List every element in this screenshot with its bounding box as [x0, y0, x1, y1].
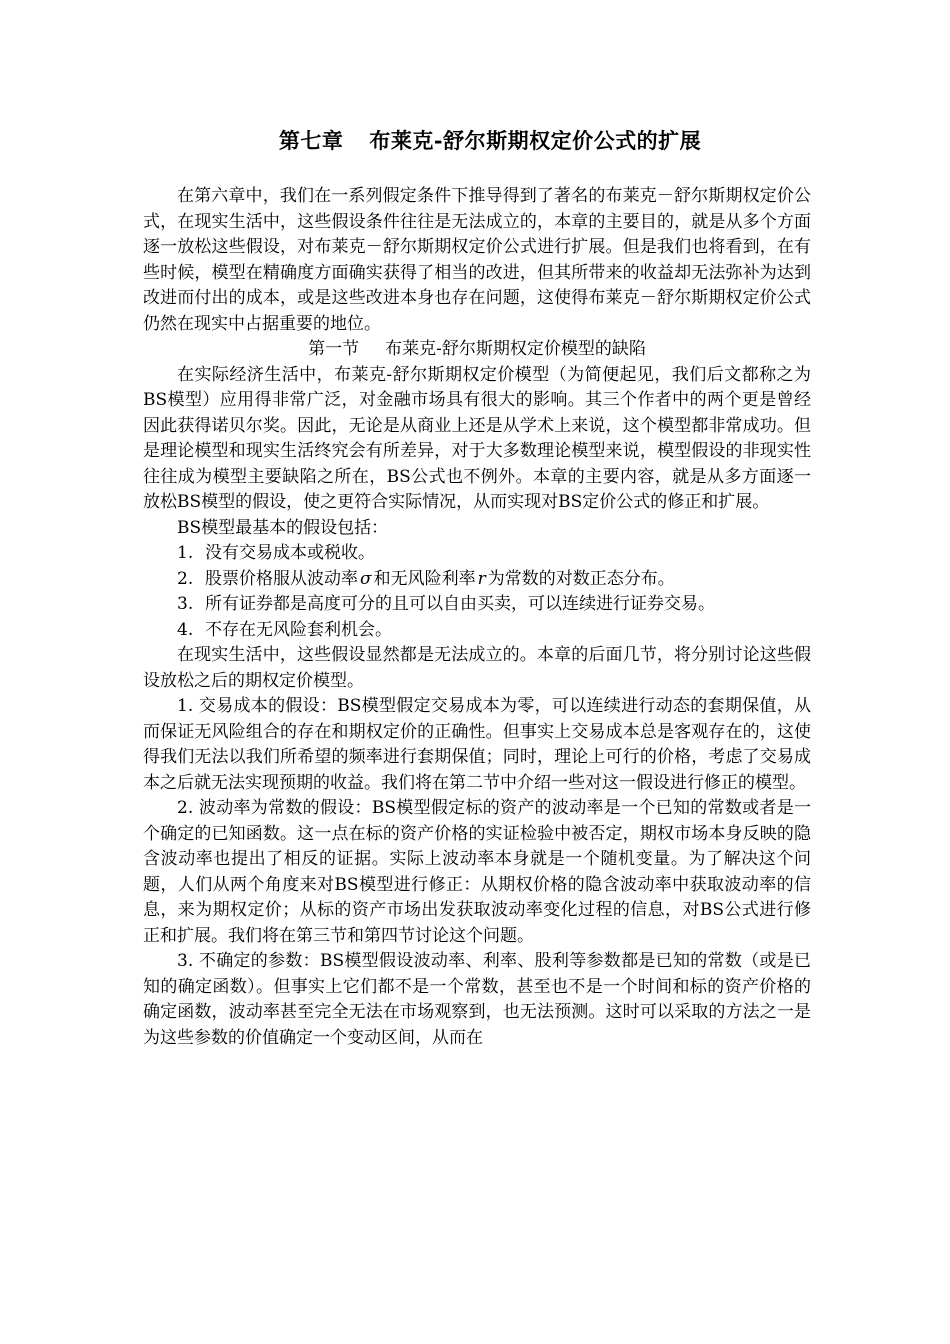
list-text: 所有证券都是高度可分的且可以自由买卖，可以连续进行证券交易。: [205, 594, 715, 614]
r-symbol: r: [477, 568, 486, 589]
list-text: [177, 567, 811, 593]
body-paragraph: 在现实生活中，这些假设显然都是无法成立的。本章的后面几节，将分别讨论这些假设放松之后的期权定价模型。: [143, 645, 811, 691]
chapter-title: [143, 126, 837, 156]
assumption-item-4: [143, 618, 811, 644]
assumptions-intro: BS模型最基本的假设包括：: [177, 517, 389, 538]
sigma-symbol: σ: [360, 568, 372, 589]
list-text: 不存在无风险套利机会。: [205, 619, 392, 640]
section-title: [143, 337, 811, 363]
body-paragraph: 1. 交易成本的假设：BS模型假定交易成本为零，可以连续进行动态的套期保值，从而保证无风险组合的存在和期权定价的正确性。但事实上交易成本总是客观存在的，这使得我们无法以我们所希望的频率进行套期保值；同时，理论上可行的价格，考虑了交易成本之后就无法实现预期的收益。我们将在第二节中介绍一些对这一假设进行修正的模型。: [143, 696, 811, 793]
list-number: 1.: [177, 543, 194, 563]
list-number: 4.: [177, 619, 194, 640]
list-text-part: 和无风险利率: [373, 568, 476, 589]
assumption-item-2: [143, 567, 811, 593]
assumption-item-3: [143, 592, 811, 618]
list-text-part: 股票价格服从波动率: [205, 568, 358, 589]
assumption-item-1: [143, 541, 811, 567]
chapter-heading: 布莱克-舒尔斯期权定价公式的扩展: [369, 128, 702, 153]
chapter-number: 第七章: [278, 128, 344, 153]
list-text: 没有交易成本或税收。: [205, 543, 375, 563]
intro-paragraph: 在第六章中，我们在一系列假定条件下推导得到了著名的布莱克－舒尔斯期权定价公式，在现实生活中，这些假设条件往往是无法成立的，本章的主要目的，就是从多个方面逐一放松这些假设，对布莱克－舒尔斯期权定价公式进行扩展。但是我们也将看到，在有些时候，模型在精确度方面确实获得了相当的改进，但其所带来的收益却无法弥补为达到改进而付出的成本，或是这些改进本身也存在问题，这使得布莱克－舒尔斯期权定价公式仍然在现实中占据重要的地位。: [143, 186, 811, 334]
list-number: 2.: [177, 568, 194, 589]
list-number: 3.: [177, 594, 194, 614]
section-number: 第一节: [308, 339, 360, 359]
list-text-part: 为常数的对数正态分布。: [487, 568, 675, 589]
section-heading: 布莱克-舒尔斯期权定价模型的缺陷: [385, 339, 646, 359]
body-paragraph: 3. 不确定的参数：BS模型假设波动率、利率、股利等参数都是已知的常数（或是已知的确定函数）。但事实上它们都不是一个常数，甚至也不是一个时间和标的资产价格的确定函数，波动率甚至完全无法在市场观察到，也无法预测。这时可以采取的方法之一是为这些参数的价值确定一个变动区间，从而在: [143, 951, 811, 1048]
document-body: [143, 184, 811, 1051]
body-paragraph: 2. 波动率为常数的假设：BS模型假定标的资产的波动率是一个已知的常数或者是一个确定的已知函数。这一点在标的资产价格的实证检验中被否定，期权市场本身反映的隐含波动率也提出了相反的证据。实际上波动率本身就是一个随机变量。为了解决这个问题，人们从两个角度来对BS模型进行修正：从期权价格的隐含波动率中获取波动率的信息，来为期权定价；从标的资产市场出发获取波动率变化过程的信息，对BS公式进行修正和扩展。我们将在第三节和第四节讨论这个问题。: [143, 798, 811, 946]
body-paragraph: 在实际经济生活中，布莱克-舒尔斯期权定价模型（为简便起见，我们后文都称之为BS模型）应用得非常广泛，对金融市场具有很大的影响。其三个作者中的两个更是曾经因此获得诺贝尔奖。因此，无论是从商业上还是从学术上来说，这个模型都非常成功。但是理论模型和现实生活终究会有所差异，对于大多数理论模型来说，模型假设的非现实性往往成为模型主要缺陷之所在，BS公式也不例外。本章的主要内容，就是从多方面逐一放松BS模型的假设，使之更符合实际情况，从而实现对BS定价公式的修正和扩展。: [143, 364, 811, 512]
